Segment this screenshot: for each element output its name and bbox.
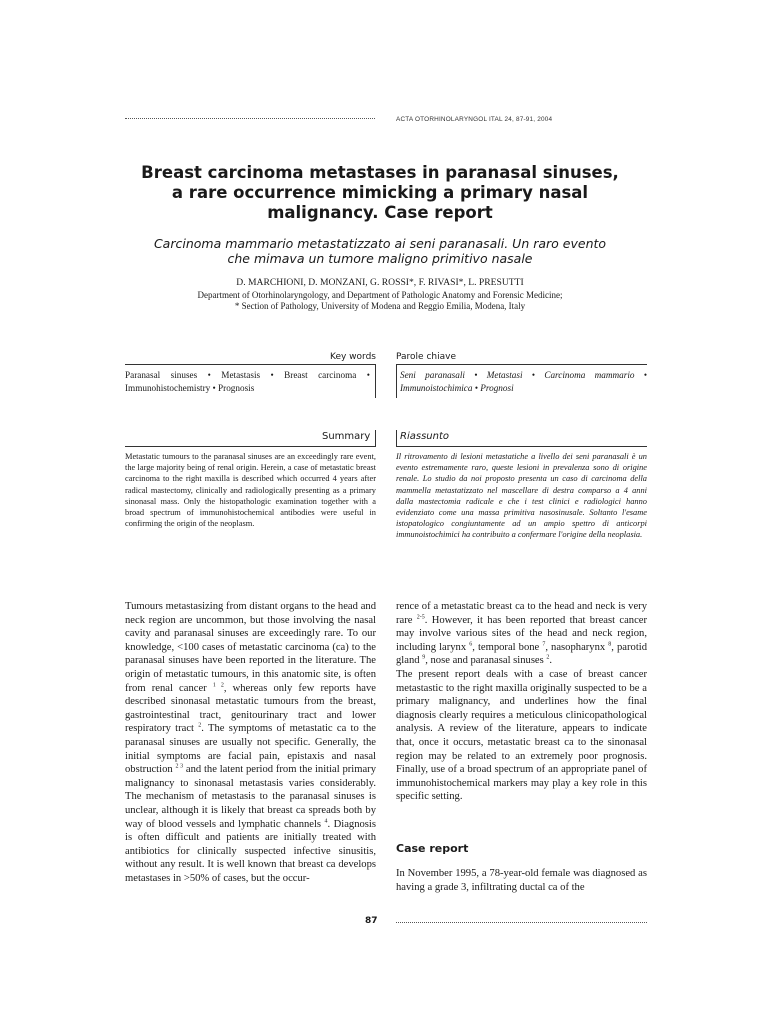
- title-line-1: Breast carcinoma metastases in paranasal sinuses,: [141, 163, 619, 182]
- footer-dotted-rule-right: [396, 922, 647, 923]
- reference-marker: 8: [608, 641, 612, 648]
- article-subtitle-italian: [100, 236, 660, 266]
- riassunto-text: Il ritrovamento di lesioni metastatiche a livello dei seni paranasali è un evento estremamente raro, queste lesioni in prevalenza sono di origine renale. Lo studio da noi proposto presenta un caso di carcinoma della mammella metastatizzato nel mascellare di destra comparso a 4 anni dalla mastectomia radicale e che i test clinici e radiologici hanno evidenziato come una massa primitiva nasosinusale. Soltanto l'esame istopatologico congiuntamente ad un ampio spettro di anticorpi immunoistochimici ha contribuito a confermare l'origine della neoplasia.: [396, 452, 647, 540]
- affiliation-line-2: * Section of Pathology, University of Modena and Reggio Emilia, Modena, Italy: [234, 301, 526, 311]
- report-paragraph: The present report deals with a case of breast cancer metastastic to the right maxilla originally suspected to be a primary malignancy, and underlines how the final diagnosis clearly requires a meticulous clinicopathological analysis. A review of the literature, appears to indicate that, once it occurs, metastatic breast ca to the sinonasal region may be related to an extremely poor prognosis. Finally, use of a broad spectrum of an appropriate panel of immunohistochemical markers may play a key role in this specific setting.: [396, 668, 647, 803]
- reference-marker: 7: [542, 641, 546, 648]
- riassunto-rule-top: [396, 446, 647, 447]
- parole-chiave-label: Parole chiave: [396, 352, 456, 362]
- article-title: [100, 163, 660, 223]
- reference-marker: 2-5: [416, 614, 425, 621]
- parole-chiave-text: Seni paranasali • Metastasi • Carcinoma mammario • Immunoistochimica • Prognosi: [400, 370, 647, 393]
- continued-paragraph: rence of a metastatic breast ca to the head and neck is very rare $^{2-5}$. However, it has been reported that breast cancer may involve various sites of the head and neck region, including larynx $^6$, temporal bone $^7$, nasopharynx $^8$, parotid gland $^9$, nose and paranasal sinuses $^2$.: [396, 601, 648, 667]
- page-number: 87: [365, 916, 378, 926]
- summary-label: Summary: [322, 431, 371, 442]
- affiliations: [100, 290, 660, 312]
- case-report-text: In November 1995, a 78-year-old female was diagnosed as having a grade 3, infiltrating ductal ca of the: [396, 868, 647, 893]
- parole-rule-left: [396, 364, 397, 398]
- reference-marker: 2: [546, 654, 550, 661]
- keywords-rule-top: [125, 364, 376, 365]
- reference-marker: 1 2: [212, 682, 224, 689]
- journal-citation: ACTA OTORHINOLARYNGOL ITAL 24, 87-91, 2004: [396, 116, 553, 123]
- subtitle-line-1: Carcinoma mammario metastatizzato ai seni paranasali. Un raro evento: [153, 236, 607, 251]
- reference-marker: 6: [469, 641, 473, 648]
- title-line-2: a rare occurrence mimicking a primary nasal: [171, 183, 589, 202]
- keywords-label: Key words: [330, 352, 376, 362]
- parole-rule-top: [396, 364, 647, 365]
- keywords-text: Paranasal sinuses • Metastasis • Breast carcinoma • Immunohistochemistry • Prognosis: [125, 370, 370, 393]
- body-column-right: [396, 600, 647, 804]
- riassunto-rule-left: [396, 430, 397, 446]
- keywords-rule-right: [375, 364, 376, 398]
- intro-paragraph: Tumours metastasizing from distant organs to the head and neck region are uncommon, but those involving the nasal cavity and paranasal sinuses are exceedingly rare. To our knowledge, <100 cases of metastatic carcinoma (ca) to the paranasal sinuses have been reported in the literature. The origin of metastatic tumours, in this anatomic site, is often from renal cancer $^{1 2}$, whereas only few reports have described sinonasal metastatic tumours from the breast, gastrointestinal tract, genitourinary tract and lower respiratory tract $^2$. The symptoms of metastatic ca to the paranasal sinuses are usually not specific. Generally, the initial symptoms are facial pain, epistaxis and nasal obstruction $^{2 3}$ and the latent period from the initial primary malignancy to sinonasal metastasis varies considerably. The mechanism of metastasis to the paranasal sinuses is unclear, although it is likely that breast ca spreads both by way of blood vessels and lymphatic channels $^4$. Diagnosis is often difficult and patients are initially treated with antibiotics for clinically suspected infective sinusitis, without any result. It is well known that breast ca develops metastases in >50% of cases, but the occur-: [125, 601, 377, 884]
- reference-marker: 2 3: [175, 763, 184, 770]
- subtitle-line-2: che mimava un tumore maligno primitivo nasale: [227, 251, 533, 266]
- case-report-heading: Case report: [396, 842, 469, 855]
- body-column-left: [125, 600, 376, 885]
- affiliation-line-1: Department of Otorhinolaryngology, and Department of Pathologic Anatomy and Forensic Medicine;: [197, 290, 563, 300]
- header-dotted-rule-left: [125, 118, 375, 119]
- summary-rule-right: [375, 430, 376, 446]
- reference-marker: 2: [198, 722, 202, 729]
- reference-marker: 9: [422, 654, 426, 661]
- summary-text: Metastatic tumours to the paranasal sinuses are an exceedingly rare event, the large majority being of renal origin. Herein, a case of metastatic breast carcinoma to the right maxilla is described which occurred 4 years after radical mastectomy, clinically and radiologically presenting as a primary sinonasal mass. Only the histopathologic examination together with a broad spectrum of immunohistochemical antibodies were useful in confirming the origin of the neoplasm.: [125, 452, 376, 529]
- reference-marker: 4: [324, 817, 328, 824]
- riassunto-label: Riassunto: [400, 431, 449, 442]
- title-line-3: malignancy. Case report: [267, 203, 493, 222]
- author-list: D. MARCHIONI, D. MONZANI, G. ROSSI*, F. RIVASI*, L. PRESUTTI: [236, 277, 524, 288]
- summary-rule-top: [125, 446, 376, 447]
